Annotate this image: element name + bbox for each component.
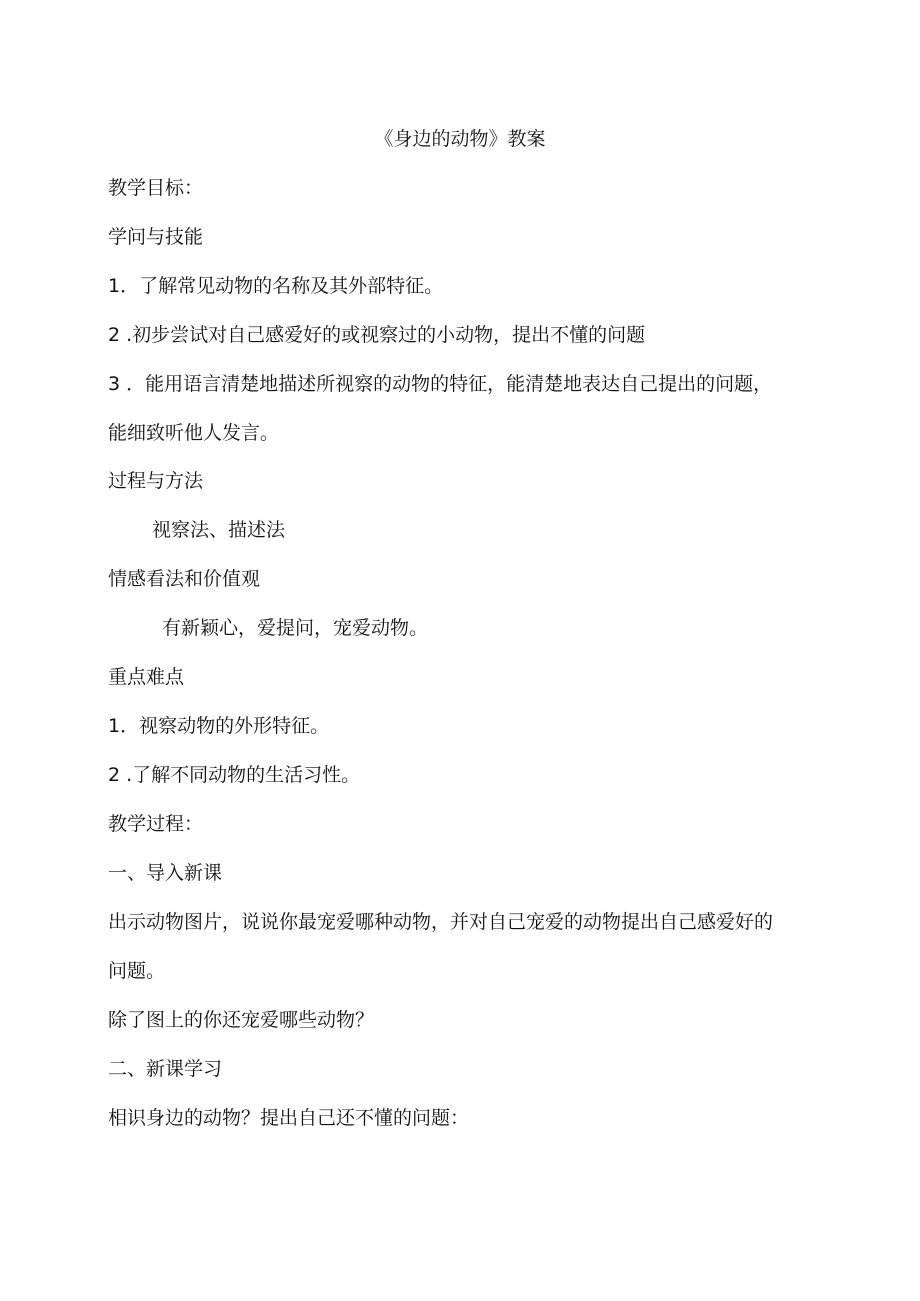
process-method-text: 视察法、描述法 [152, 519, 286, 541]
document-title: 《身边的动物》教案 [374, 128, 546, 150]
knowledge-skills-heading: 学问与技能 [108, 226, 204, 248]
section-1-heading: 一、导入新课 [108, 862, 223, 884]
teaching-goals-heading: 教学目标： [108, 177, 204, 199]
goal-3-line-2: 能细致听他人发言。 [108, 422, 280, 444]
goal-1: 1．了解常见动物的名称及其外部特征。 [108, 275, 444, 297]
section-2-text: 相识身边的动物？提出自己还不懂的问题： [108, 1107, 470, 1129]
section-1-paragraph-line-2: 问题。 [108, 960, 166, 982]
teaching-process-heading: 教学过程： [108, 813, 204, 835]
attitude-values-heading: 情感看法和价值观 [108, 568, 261, 590]
goal-2: 2 .初步尝试对自己感爱好的或视察过的小动物，提出不懂的问题 [108, 324, 646, 346]
attitude-values-text: 有新颖心，爱提问，宠爱动物。 [162, 617, 429, 639]
key-point-2: 2 .了解不同动物的生活习性。 [108, 764, 361, 786]
section-1-paragraph-line-1: 出示动物图片，说说你最宠爱哪种动物，并对自己宠爱的动物提出自己感爱好的 [108, 911, 774, 933]
section-1-question: 除了图上的你还宠爱哪些动物？ [108, 1009, 375, 1031]
goal-3-line-1: 3 ．能用语言清楚地描述所视察的动物的特征，能清楚地表达自己提出的问题， [108, 373, 773, 395]
section-2-heading: 二、新课学习 [108, 1058, 223, 1080]
key-point-1: 1．视察动物的外形特征。 [108, 715, 330, 737]
process-method-heading: 过程与方法 [108, 470, 204, 492]
key-difficult-heading: 重点难点 [108, 666, 185, 688]
